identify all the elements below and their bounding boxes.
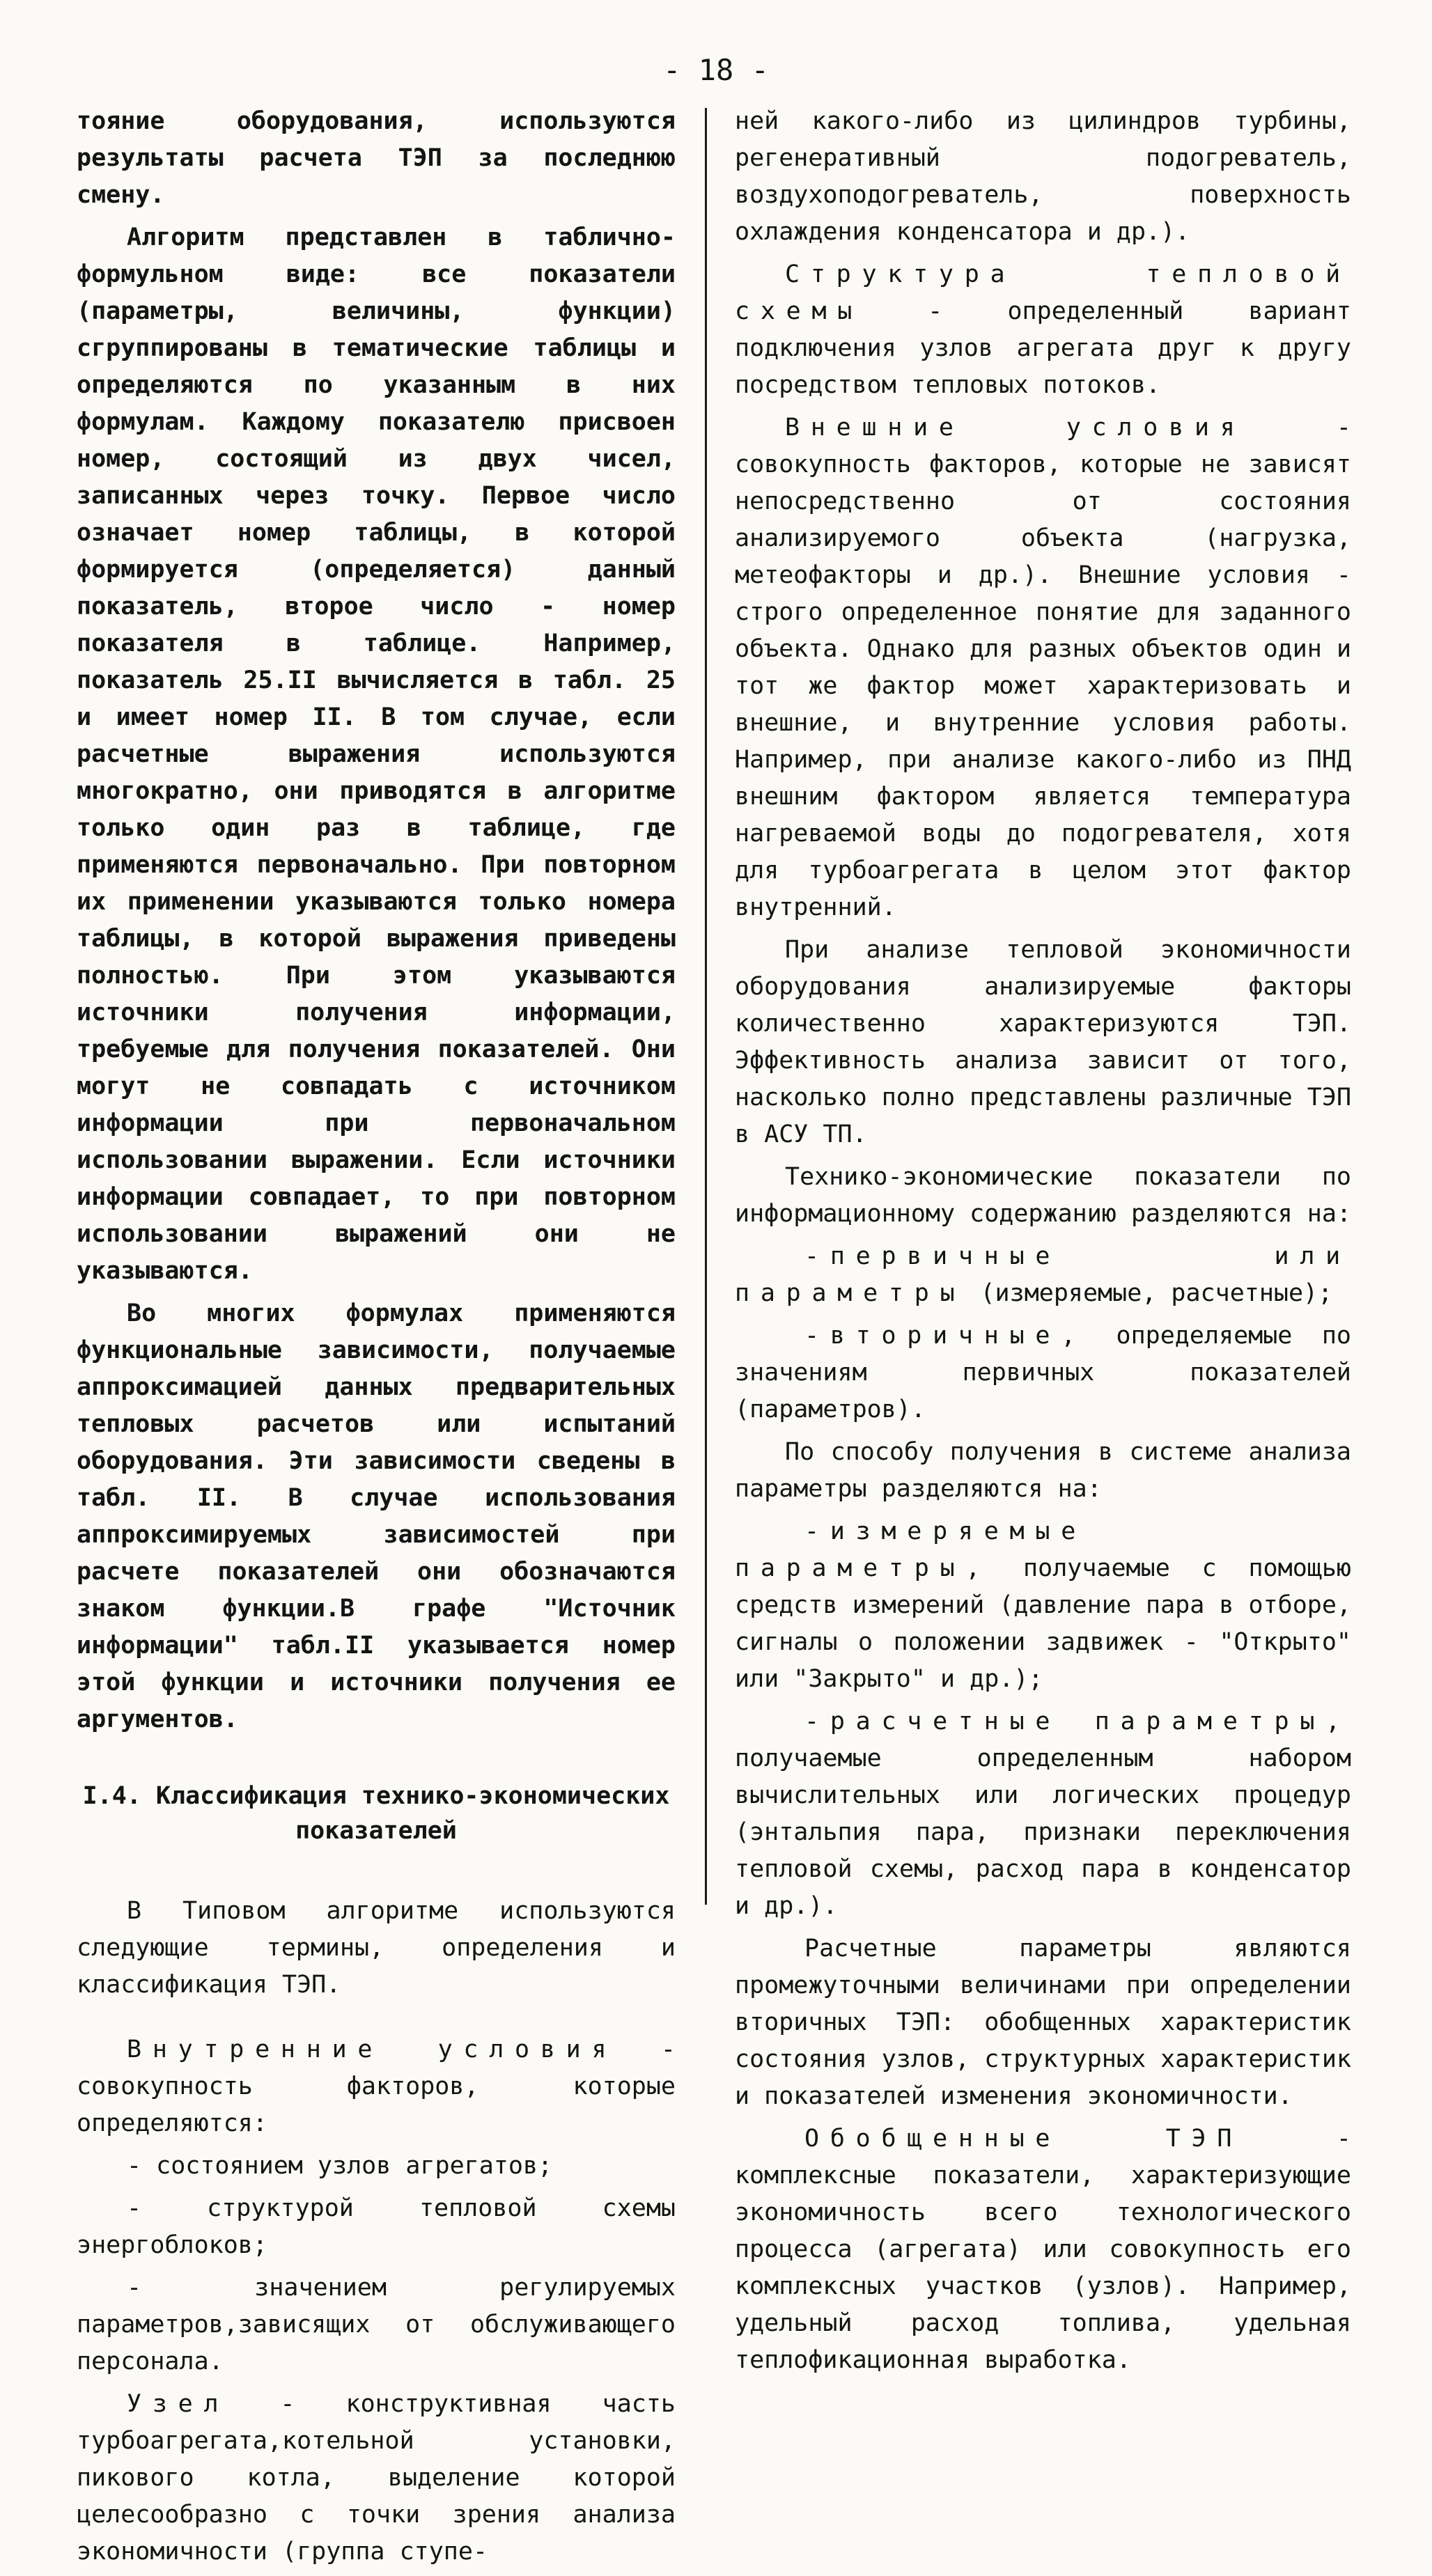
primary-text: (измеряемые, расчетные);	[965, 1279, 1333, 1307]
node-text: - конструктивная часть турбоагрегата,котельной установки, пикового котла, выделение которой целесообразно с точки зрения анализа экономичности (группа ступе-	[77, 2390, 676, 2566]
list-item: - структурой тепловой схемы энергоблоков;	[77, 2194, 676, 2259]
external-conditions-definition	[735, 409, 1351, 926]
internal-conditions-text: - совокупность факторов, которые определяются:	[77, 2036, 676, 2137]
list-item: - состоянием узлов агрегатов;	[127, 2152, 553, 2180]
right-paragraph-analysis: При анализе тепловой экономичности оборудования анализируемые факторы количественно характеризуются ТЭП. Эффективность анализа зависит от того, насколько полно представлены различные ТЭП в АСУ ТП.	[735, 936, 1352, 1148]
right-paragraph-method: По способу получения в системе анализа параметры разделяются на:	[735, 1438, 1351, 1503]
left-paragraph-algorithm: Алгоритм представлен в таблично-формульном виде: все показатели (параметры, величины, функции) сгруппированы в тематические таблицы и определяются по указанным в них формулам. Каждому показателю присвоен номер, состоящий из двух чисел, записанных через точку. Первое число означает номер таблицы, в которой формируется (определяется) данный показатель, второе число - номер показателя в таблице. Например, показатель 25.II вычисляется в табл. 25 и имеет номер II. В том случае, если расчетные выражения используются многократно, они приводятся в алгоритме только один раз в таблице, где применяются первоначально. При повторном их применении указываются только номера таблицы, в которой выражения приведены полностью. При этом указываются источники получения информации, требуемые для получения показателей. Они могут не совпадать с источником информации при первоначальном использовании выражении. Если источники информации совпадает, то при повторном использовании выражений они не указываются.	[77, 224, 676, 1285]
left-paragraph-1: тояние оборудования, используются результаты расчета ТЭП за последнюю смену.	[77, 107, 676, 209]
secondary-term: -вторичные,	[804, 1322, 1087, 1350]
calculated-text: получаемые определенным набором вычислительных или логических процедур (энтальпия пара, признаки переключения тепловой схемы, расход пара в конденсатор и др.).	[735, 1744, 1351, 1920]
measured-text: получаемые с помощью средств измерений (давление пара в отборе, сигналы о положении задвижек - "Открыто" или "Закрыто" и др.);	[735, 1554, 1352, 1693]
structure-term: Структура тепловой схемы	[735, 260, 1351, 325]
structure-definition	[735, 256, 1351, 404]
right-paragraph-1: ней какого-либо из цилиндров турбины, регенеративный подогреватель, воздухоподогреватель, поверхность охлаждения конденсатора и др.).	[735, 107, 1351, 246]
internal-conditions-definition	[77, 2031, 676, 2142]
structure-text: - определенный вариант подключения узлов агрегата друг к другу посредством тепловых потоков.	[735, 297, 1351, 399]
right-paragraph-intermediate: Расчетные параметры являются промежуточными величинами при определении вторичных ТЭП: обобщенных характеристик состояния узлов, структурных характеристик и показателей изменения экономичности.	[735, 1935, 1352, 2110]
section-heading-line-2: показателей	[295, 1817, 457, 1845]
left-column	[77, 103, 676, 2576]
general-term: Обобщенные ТЭП	[804, 2125, 1243, 2153]
general-text: - комплексные показатели, характеризующие экономичность всего технологического процесса (агрегата) или совокупность его комплексных участков (узлов). Например, удельный расход топлива, удельная теплофикационная выработка.	[735, 2125, 1351, 2374]
measured-term: -измеряемые параметры,	[735, 1517, 1087, 1582]
internal-conditions-term: Внутренние условия	[127, 2036, 618, 2063]
section-heading-line-1: I.4. Классификация технико-экономических	[82, 1782, 670, 1810]
secondary-definition	[735, 1318, 1351, 1428]
general-definition	[735, 2121, 1351, 2379]
calculated-term: -расчетные параметры,	[804, 1708, 1351, 1735]
right-paragraph-classification: Технико-экономические показатели по информационному содержанию разделяются на:	[735, 1163, 1352, 1228]
calculated-definition	[735, 1703, 1351, 1925]
primary-term: -первичные или параметры	[735, 1242, 1351, 1307]
section-heading	[77, 1779, 676, 1848]
page-number: - 18 -	[663, 53, 769, 87]
node-definition	[77, 2386, 676, 2570]
right-column	[735, 103, 1351, 2384]
node-term: Узел	[127, 2390, 230, 2418]
primary-definition	[735, 1238, 1351, 1312]
column-divider	[705, 108, 707, 1905]
secondary-text: определяемые по значениям первичных показателей (параметров).	[735, 1322, 1351, 1423]
left-paragraph-functions: Во многих формулах применяются функциональные зависимости, получаемые аппроксимацией данных предварительных тепловых расчетов или испытаний оборудования. Эти зависимости сведены в табл. II. В случае использования аппроксимируемых зависимостей при расчете показателей они обозначаются знаком функции.В графе "Источник информации" табл.II указывается номер этой функции и источники получения ее аргументов.	[77, 1299, 676, 1733]
external-conditions-term: Внешние условия	[785, 414, 1246, 442]
external-conditions-text: - совокупность факторов, которые не зависят непосредственно от состояния анализируемого объекта (нагрузка, метеофакторы и др.). Внешние условия - строго определенное понятие для заданного объекта. Однако для разных объектов один и тот же фактор может характеризовать и внешние, и внутренние условия работы. Например, при анализе какого-либо из ПНД внешним фактором является температура нагреваемой воды до подогревателя, хотя для турбоагрегата в целом этот фактор внутренний.	[735, 414, 1352, 921]
list-item: - значением регулируемых параметров,зависящих от обслуживающего персонала.	[77, 2274, 676, 2375]
measured-definition	[735, 1513, 1351, 1698]
left-paragraph-terms: В Типовом алгоритме используются следующие термины, определения и классификация ТЭП.	[77, 1897, 676, 1999]
